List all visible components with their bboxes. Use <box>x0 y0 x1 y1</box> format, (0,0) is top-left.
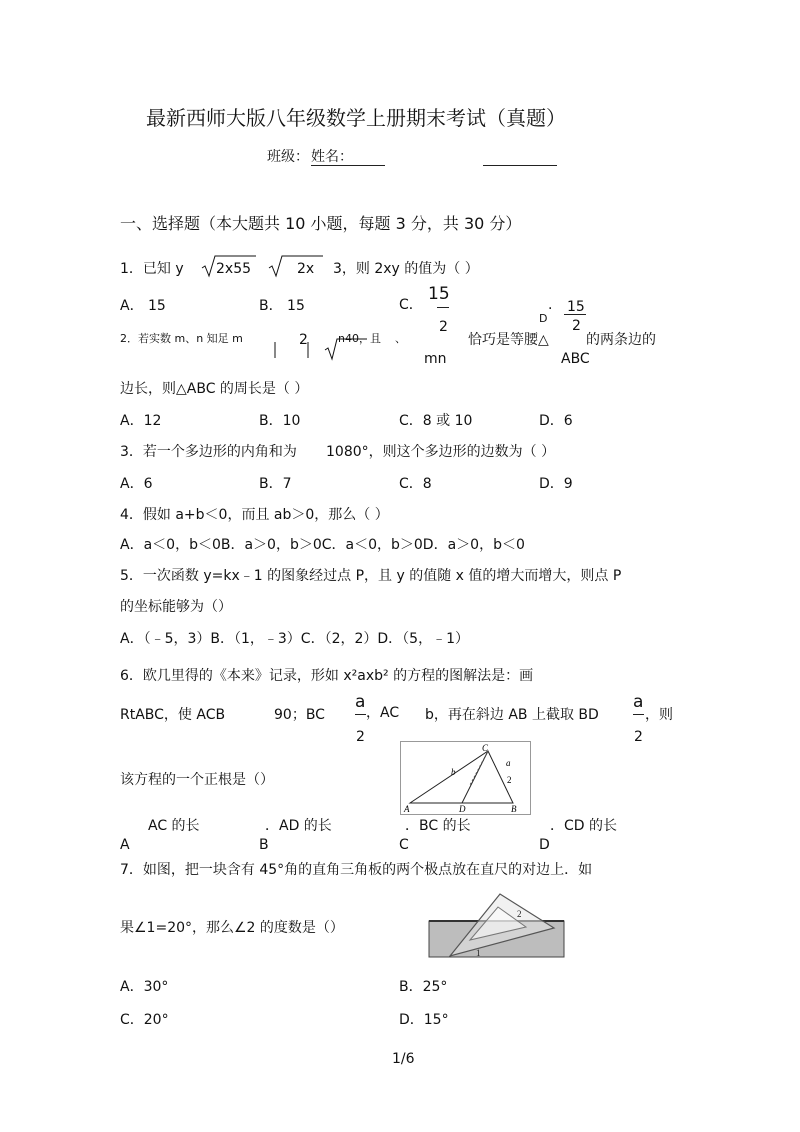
q3-stem-end: 1080°，则这个多边形的边数为（ ） <box>326 444 556 460</box>
fig-label-half: 2 <box>507 775 512 785</box>
q7-option-c: C．20° <box>120 1012 169 1028</box>
sqrt-symbol-2 <box>268 254 324 278</box>
q4-options: A．a＜0，b＜0B．a＞0，b＞0C．a＜0，b＞0D．a＞0，b＜0 <box>120 537 525 553</box>
q3-option-c: C．8 <box>399 476 432 492</box>
fig-angle-2: 2 <box>517 909 522 919</box>
q7-option-b: B．25° <box>399 979 448 995</box>
q7-stem-line1: 7．如图，把一块含有 45°角的直角三角板的两个极点放在直尺的对边上．如 <box>120 862 593 878</box>
fig-label-d: D <box>459 804 466 814</box>
q6-b-text: b，再在斜边 AB 上截取 BD <box>425 707 599 723</box>
q1-stem-end: 3，则 2xy 的值为（ ） <box>333 261 479 277</box>
name-label: 姓名： <box>311 149 353 165</box>
q2-abc: ABC <box>561 351 590 367</box>
q6-frac1-denominator: 2 <box>356 729 365 745</box>
q6-option-d: ．CD 的长 <box>550 818 618 834</box>
q5-stem-line1: 5．一次函数 y=kx﹣1 的图象经过点 P，且 y 的值随 x 值的增大而增大，则点 P <box>120 568 622 584</box>
id-blank <box>483 165 557 166</box>
q6-option-a: AC 的长 <box>148 818 200 834</box>
q6-frac2-denominator: 2 <box>634 729 643 745</box>
q6-frac2-bar <box>633 714 644 715</box>
fig-label-c: C <box>482 743 489 753</box>
q6-frac1-bar <box>355 714 366 715</box>
q4-stem: 4．假如 a+b＜0，而且 ab＞0，那么（ ） <box>120 507 389 523</box>
q6-then: ，则 <box>645 707 673 723</box>
page-number: 1/6 <box>392 1051 415 1067</box>
section-heading: 一、选择题（本大题共 10 小题，每题 3 分，共 30 分） <box>120 214 522 233</box>
q6-ninety-bc: 90；BC <box>274 707 325 723</box>
q6-letter-b: B <box>259 837 269 853</box>
q6-frac1-numerator: a <box>355 692 366 712</box>
q2-mn: mn <box>424 351 447 367</box>
page-title: 最新西师大版八年级数学上册期末考试（真题） <box>146 106 566 130</box>
q2-stem-start: 2．若实数 m、n 知足 m <box>120 332 243 345</box>
fig-angle-1: 1 <box>476 948 481 958</box>
q1-option-b: B． 15 <box>259 298 305 314</box>
q2-option-b: B．10 <box>259 413 301 429</box>
q6-option-c: ．BC 的长 <box>405 818 471 834</box>
triangle-figure <box>400 741 531 815</box>
q7-stem-line2: 果∠1=20°，那么∠2 的度数是（） <box>120 920 344 936</box>
q2-stem-c: 的两条边的 <box>586 332 656 348</box>
q1-option-a: A． 15 <box>120 298 166 314</box>
q3-option-d: D．9 <box>539 476 573 492</box>
fig-label-a-small: a <box>506 758 511 768</box>
fig-label-a: A <box>404 804 410 814</box>
q2-stem-mid: 、 <box>395 332 406 345</box>
q1-option-d: D <box>539 312 548 325</box>
q5-stem-line2: 的坐标能够为（） <box>120 599 232 615</box>
q1-d-denominator: 2 <box>572 318 581 334</box>
q3-stem-start: 3．若一个多边形的内角和为 <box>120 444 297 460</box>
fig-label-b-small: b <box>451 767 456 777</box>
q1-option-c: C． <box>399 297 423 313</box>
q1-stem-start: 1．已知 y <box>120 261 184 277</box>
q3-option-a: A．6 <box>120 476 153 492</box>
q6-frac2-numerator: a <box>633 692 644 712</box>
q3-option-b: B．7 <box>259 476 292 492</box>
q6-rt-abc: RtABC，使 ACB <box>120 707 226 723</box>
q6-letter-d: D <box>539 837 550 853</box>
q6-stem-line1: 6．欧几里得的《本来》记录，形如 x²axb² 的方程的图解法是：画 <box>120 668 534 684</box>
q1-d-fraction-bar <box>564 314 586 315</box>
q1-c-fraction-bar <box>437 307 449 308</box>
q1-c-denominator: 2 <box>439 319 448 335</box>
q1-radicand-1: 2x55 <box>216 261 252 277</box>
q1-c-numerator: 15 <box>428 284 450 304</box>
name-blank <box>311 165 385 166</box>
q5-options: A．（﹣5，3）B．（1，﹣3）C．（2，2）D．（5，﹣1） <box>120 631 469 647</box>
q1-d-dot: . <box>548 297 553 313</box>
q2-stem-b: 恰巧是等腰△ <box>468 332 549 348</box>
q6-letter-a: A <box>120 837 130 853</box>
q2-n40: n40，且 <box>338 332 381 345</box>
q2-option-c: C．8 或 10 <box>399 413 473 429</box>
q2-option-a: A．12 <box>120 413 162 429</box>
q2-stem-d: 边长，则△ABC 的周长是（ ） <box>120 381 309 397</box>
q1-d-numerator: 15 <box>567 299 585 315</box>
q6-letter-c: C <box>399 837 409 853</box>
q6-option-b: ．AD 的长 <box>265 818 332 834</box>
q1-radicand-2: 2x <box>297 261 315 277</box>
class-label: 班级： <box>267 149 309 165</box>
q2-exponent-two: 2 <box>299 332 308 348</box>
q2-option-d: D．6 <box>539 413 573 429</box>
fig-label-b: B <box>511 804 517 814</box>
ruler-triangle-figure <box>428 890 565 958</box>
q6-ac: ，AC <box>366 705 400 721</box>
q7-option-d: D．15° <box>399 1012 449 1028</box>
q6-stem-line3: 该方程的一个正根是（） <box>120 772 274 788</box>
q7-option-a: A．30° <box>120 979 169 995</box>
